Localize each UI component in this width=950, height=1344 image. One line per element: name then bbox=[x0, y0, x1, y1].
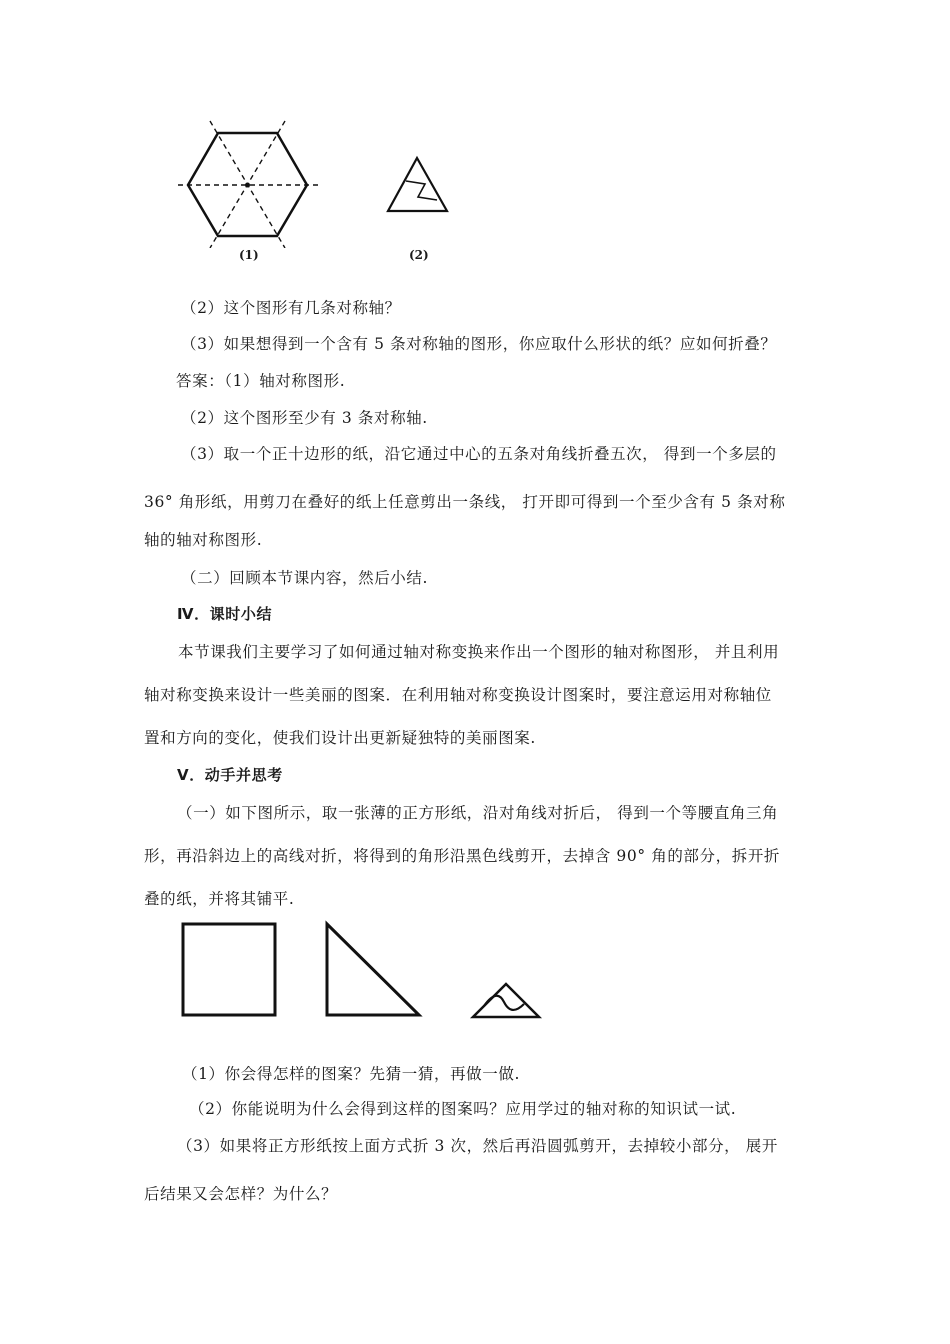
right-triangle-figure bbox=[322, 920, 424, 1020]
question-3: （3）如果将正方形纸按上面方式折 3 次，然后再沿圆弧剪开，去掉较小部分， 展开 bbox=[177, 1137, 779, 1155]
text-line: 置和方向的变化，使我们设计出更新疑独特的美丽图案. bbox=[144, 729, 536, 747]
hexagon-figure bbox=[170, 118, 330, 248]
text-line: （2）这个图形有几条对称轴？ bbox=[181, 299, 401, 317]
square-paper-figure bbox=[180, 920, 280, 1020]
text-line: 叠的纸，并将其铺平. bbox=[144, 890, 295, 908]
text-line: 后结果又会怎样？为什么？ bbox=[144, 1185, 338, 1203]
folded-triangle-figure bbox=[380, 150, 455, 220]
figure-caption-2: (2) bbox=[409, 248, 429, 262]
section-heading-v: Ⅴ．动手并思考 bbox=[177, 766, 283, 784]
text-line: 形，再沿斜边上的高线对折，将得到的角形沿黑色线剪开，去掉含 90° 角的部分，拆开折 bbox=[144, 847, 781, 865]
text-line: 36° 角形纸，用剪刀在叠好的纸上任意剪出一条线， 打开即可得到一个至少含有 5 条对称 bbox=[144, 493, 786, 511]
figure-caption-1: (1) bbox=[239, 248, 259, 262]
text-line: （2）这个图形至少有 3 条对称轴. bbox=[181, 409, 428, 427]
section-heading-iv: Ⅳ．课时小结 bbox=[177, 605, 273, 623]
text-line: 轴对称变换来设计一些美丽的图案．在利用轴对称变换设计图案时，要注意运用对称轴位 bbox=[144, 686, 772, 704]
text-line: 答案：（1）轴对称图形. bbox=[176, 372, 346, 390]
text-line: 轴的轴对称图形. bbox=[144, 531, 263, 549]
cut-triangle-figure bbox=[468, 980, 544, 1022]
text-line: （二）回顾本节课内容，然后小结. bbox=[181, 569, 429, 587]
text-line: 本节课我们主要学习了如何通过轴对称变换来作出一个图形的轴对称图形， 并且利用 bbox=[178, 643, 780, 661]
text-line: （一）如下图所示，取一张薄的正方形纸，沿对角线对折后， 得到一个等腰直角三角 bbox=[177, 804, 779, 822]
question-2: （2）你能说明为什么会得到这样的图案吗？应用学过的轴对称的知识试一试. bbox=[189, 1100, 737, 1118]
text-line: （3）取一个正十边形的纸，沿它通过中心的五条对角线折叠五次， 得到一个多层的 bbox=[181, 445, 777, 463]
question-1: （1）你会得怎样的图案？先猜一猜，再做一做. bbox=[182, 1065, 520, 1083]
text-line: （3）如果想得到一个含有 5 条对称轴的图形，你应取什么形状的纸？应如何折叠？ bbox=[181, 335, 777, 353]
